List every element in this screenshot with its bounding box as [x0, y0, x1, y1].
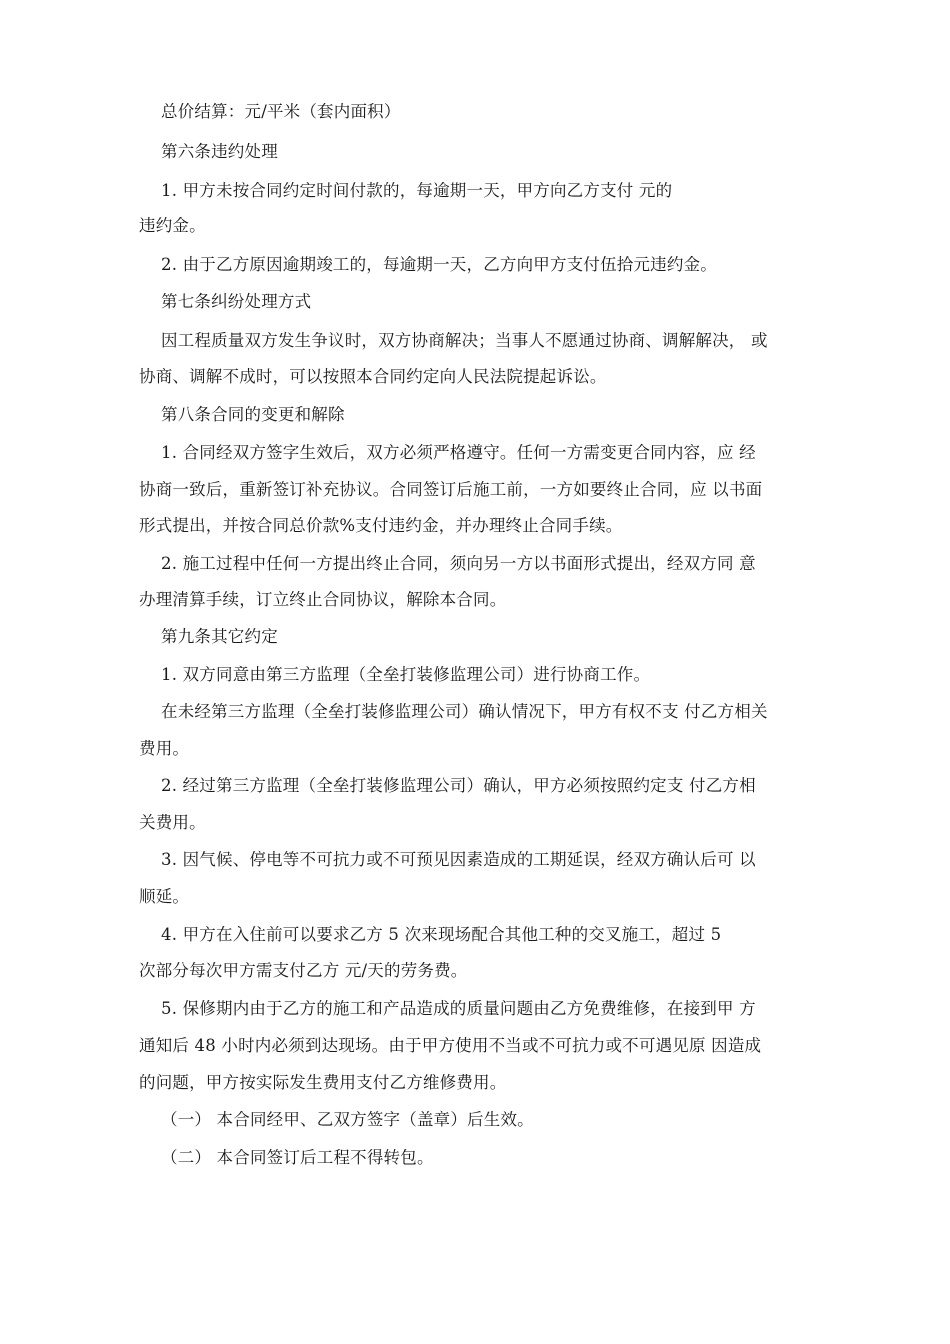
provision-2: （二） 本合同签订后工程不得转包。 [161, 1148, 434, 1167]
article-9-clause-1-note-line-1: 在未经第三方监理（全垒打装修监理公司）确认情况下，甲方有权不支 付乙方相关 [161, 702, 768, 721]
article-9-heading: 第九条其它约定 [161, 627, 278, 646]
article-9-clause-5-line-1: 5. 保修期内由于乙方的施工和产品造成的质量问题由乙方免费维修，在接到甲 方 [161, 999, 756, 1018]
article-9-clause-3-line-2: 顺延。 [139, 887, 190, 906]
article-6-clause-1-line-2: 违约金。 [139, 216, 206, 235]
article-6-heading: 第六条违约处理 [161, 142, 278, 161]
total-price-settlement-line: 总价结算：元/平米（套内面积） [161, 102, 401, 121]
article-8-clause-2-line-1: 2. 施工过程中任何一方提出终止合同，须向另一方以书面形式提出，经双方同 意 [161, 554, 756, 573]
article-9-clause-1: 1. 双方同意由第三方监理（全垒打装修监理公司）进行协商工作。 [161, 665, 651, 684]
article-9-clause-4-line-2: 次部分每次甲方需支付乙方 元/天的劳务费。 [139, 961, 468, 980]
article-8-clause-2-line-2: 办理清算手续，订立终止合同协议，解除本合同。 [139, 590, 507, 609]
article-6-clause-2: 2. 由于乙方原因逾期竣工的，每逾期一天，乙方向甲方支付伍拾元违约金。 [161, 255, 717, 274]
article-8-clause-1-line-1: 1. 合同经双方签字生效后，双方必须严格遵守。任何一方需变更合同内容，应 经 [161, 443, 756, 462]
article-8-clause-1-line-2: 协商一致后，重新签订补充协议。合同签订后施工前，一方如要终止合同，应 以书面 [139, 480, 763, 499]
article-8-clause-1-line-3: 形式提出，并按合同总价款%支付违约金，并办理终止合同手续。 [139, 516, 623, 535]
article-9-clause-4-line-1: 4. 甲方在入住前可以要求乙方 5 次来现场配合其他工种的交叉施工，超过 5 [161, 925, 722, 944]
article-9-clause-2-line-1: 2. 经过第三方监理（全垒打装修监理公司）确认，甲方必须按照约定支 付乙方相 [161, 776, 756, 795]
article-9-clause-1-note-line-2: 费用。 [139, 739, 190, 758]
article-9-clause-5-line-3: 的问题，甲方按实际发生费用支付乙方维修费用。 [139, 1073, 507, 1092]
provision-1: （一） 本合同经甲、乙双方签字（盖章）后生效。 [161, 1110, 534, 1129]
article-8-heading: 第八条合同的变更和解除 [161, 405, 345, 424]
article-7-text-line-2: 协商、调解不成时，可以按照本合同约定向人民法院提起诉讼。 [139, 367, 607, 386]
article-9-clause-5-line-2: 通知后 48 小时内必须到达现场。由于甲方使用不当或不可抗力或不可遇见原 因造成 [139, 1036, 762, 1055]
article-7-text-line-1: 因工程质量双方发生争议时，双方协商解决；当事人不愿通过协商、调解解决， 或 [161, 331, 768, 350]
article-9-clause-3-line-1: 3. 因气候、停电等不可抗力或不可预见因素造成的工期延误，经双方确认后可 以 [161, 850, 756, 869]
article-7-heading: 第七条纠纷处理方式 [161, 292, 312, 311]
article-6-clause-1-line-1: 1. 甲方未按合同约定时间付款的，每逾期一天，甲方向乙方支付 元的 [161, 181, 673, 200]
article-9-clause-2-line-2: 关费用。 [139, 813, 206, 832]
